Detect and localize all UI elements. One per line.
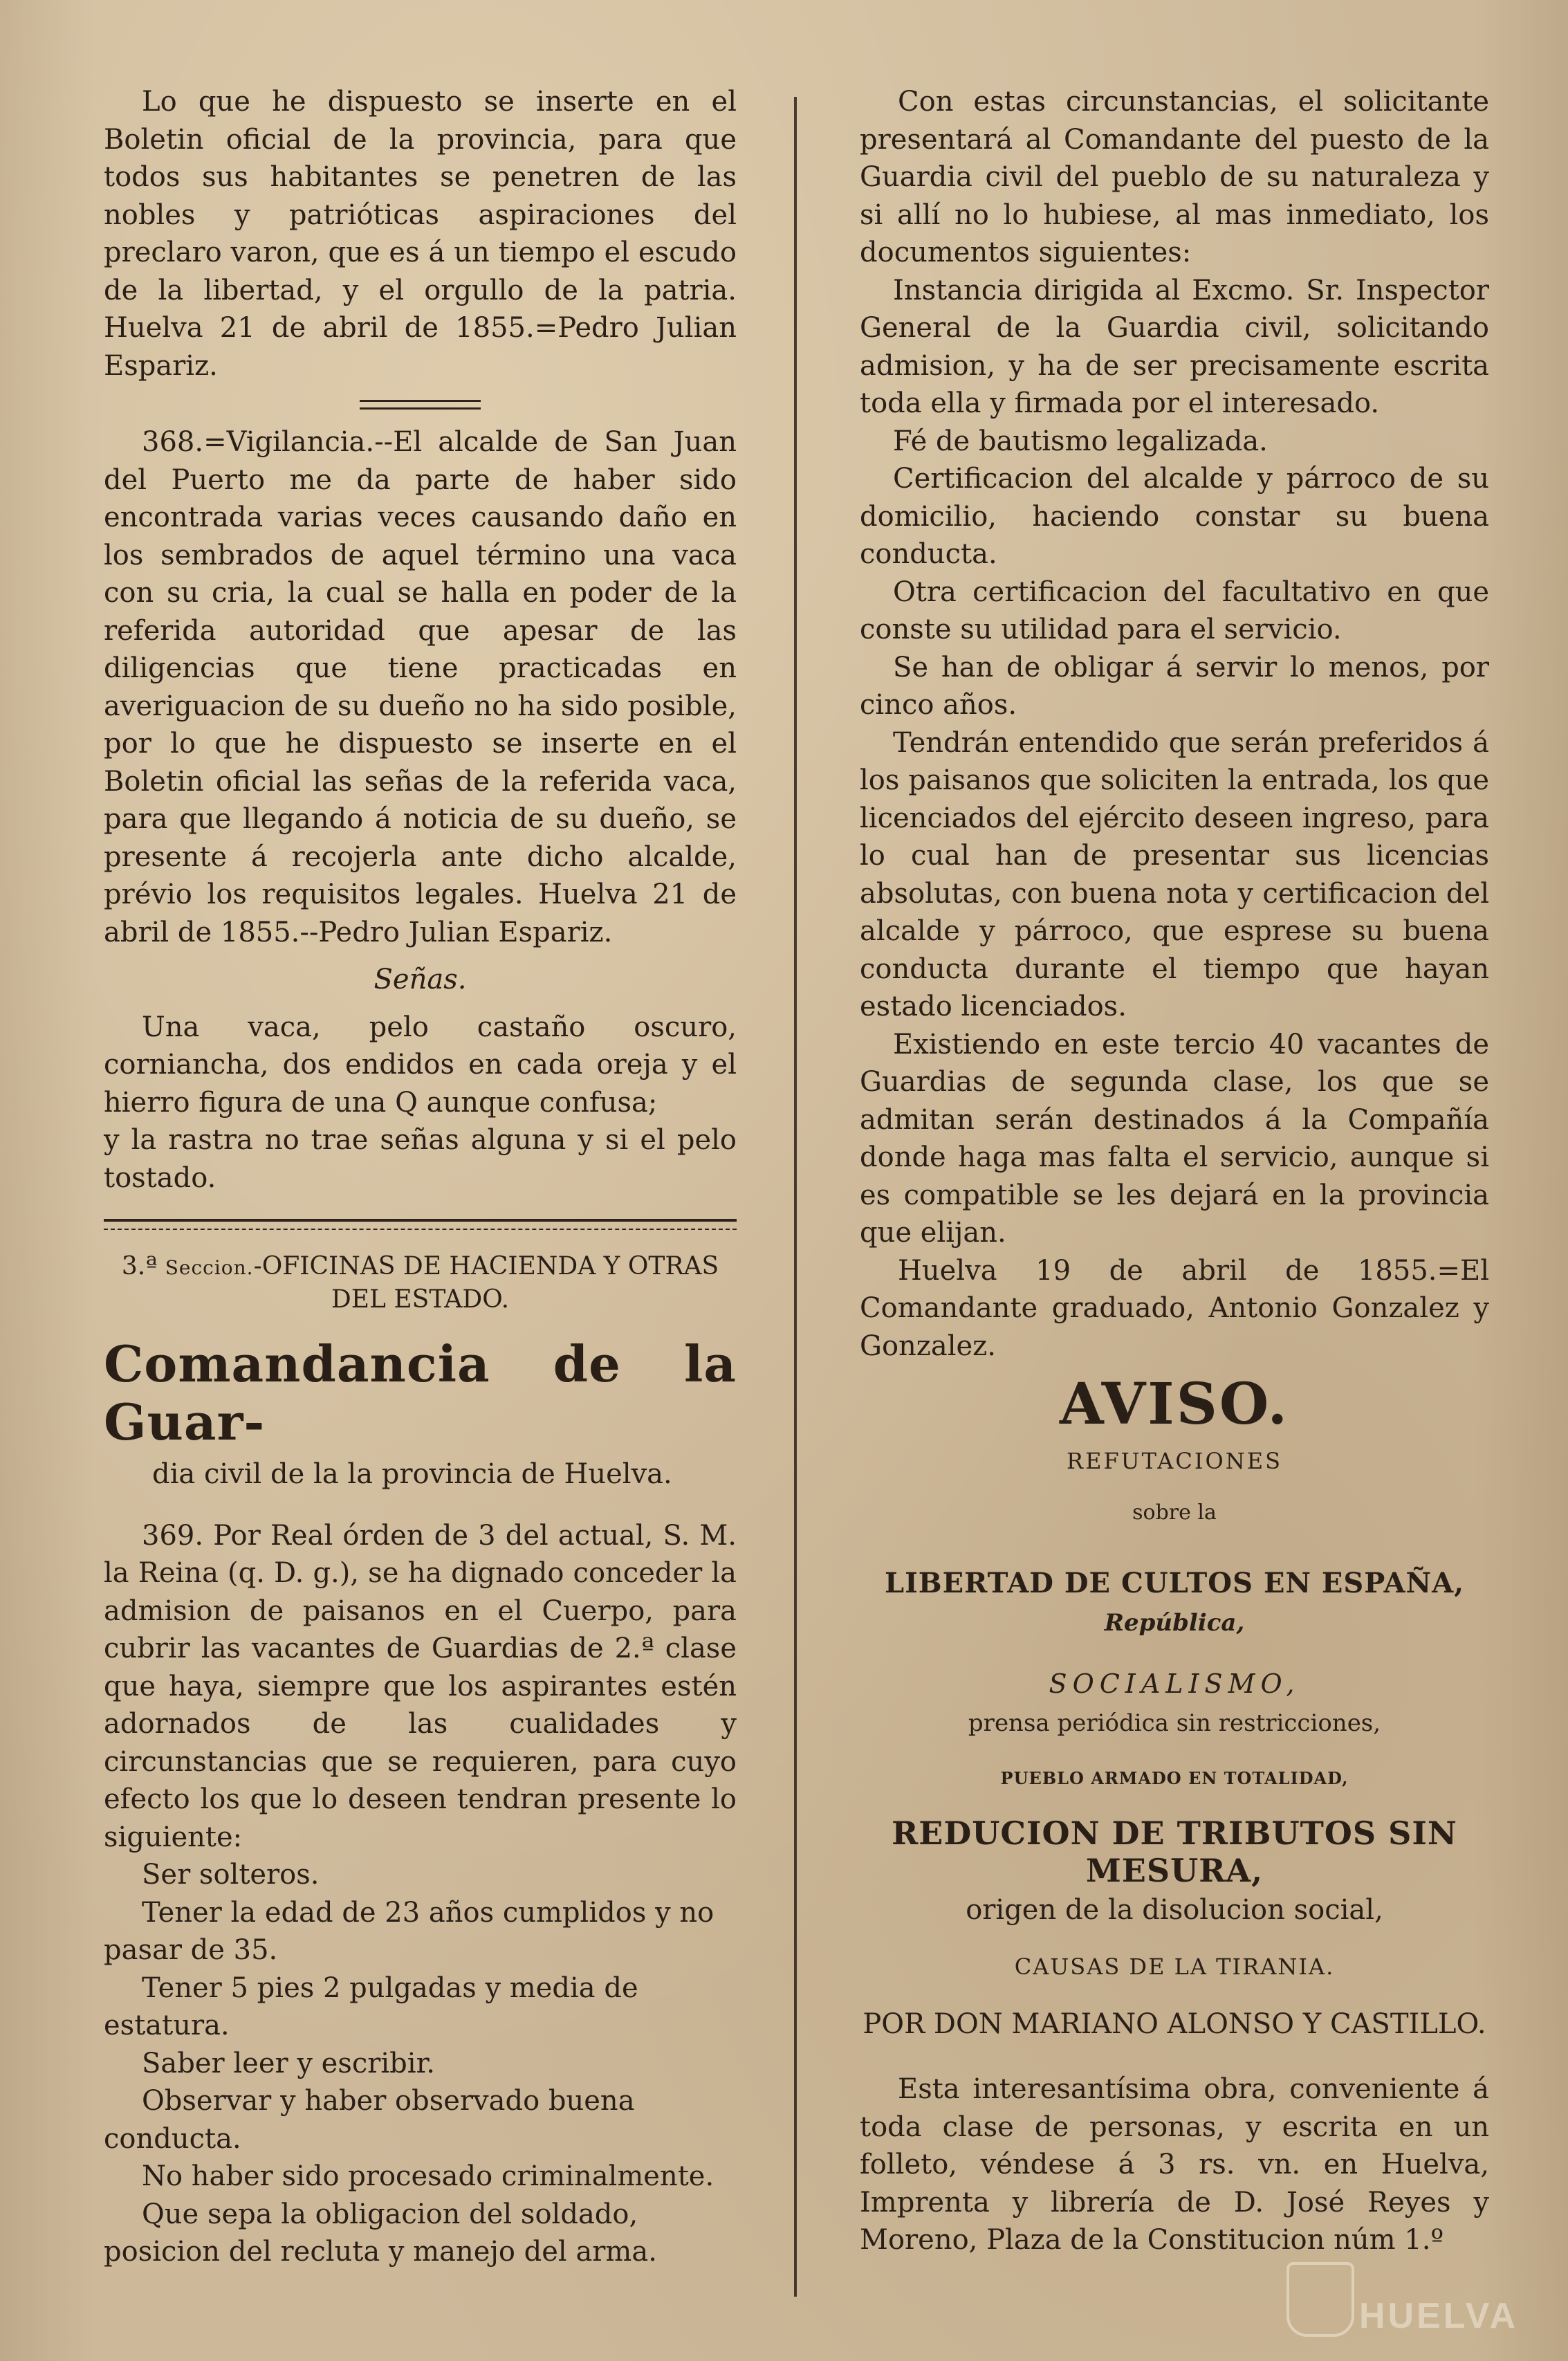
requisites-list [104,1856,737,2271]
column-rule [794,97,797,2297]
requisite-item: Saber leer y escribir. [142,2047,436,2079]
aviso-line: LIBERTAD DE CULTOS EN ESPAÑA, [884,1567,1465,1599]
requisite-item: Tener la edad de 23 años cumplidos y no pasar de 35. [104,1896,714,1966]
section-prefix: 3.ª [121,1252,158,1280]
notice-369: 369. Por Real órden de 3 del actual, S. M. la Reina (q. D. g.), se ha dignado conceder la admision de paisanos en el Cuerpo, para cubrir las vacantes de Guardias de 2.ª clase que haya, siempre que los aspirantes estén adornados de las cualidades y circunstancias que se requieren, para cuyo efecto los que lo deseen tendran presente lo siguiente: [104,1519,737,1853]
document-item: Certificacion del alcalde y párroco de su domicilio, haciendo constar su buena conducta. [860,463,1489,570]
article-title: Comandancia de la Guar- [104,1334,737,1451]
aviso-body: Esta interesantísima obra, conveniente á toda clase de personas, y escrita en un folleto, véndese á 3 rs. vn. en Huelva, Imprenta y librería de D. José Reyes y Moreno, Plaza de la Constitucion núm 1.º [860,2073,1489,2256]
aviso-line: REFUTACIONES [1067,1448,1282,1474]
section-label: Seccion. [165,1256,254,1279]
aviso-title: AVISO. [1059,1371,1290,1437]
aviso-line: SOCIALISMO, [1049,1669,1300,1699]
document-item: Se han de obligar á servir lo menos, por cinco años. [860,651,1489,721]
article-subtitle: dia civil de la la provincia de Huelva. [152,1458,672,1490]
watermark-text: HUELVA [1359,2296,1519,2336]
aviso-line: sobre la [1132,1500,1217,1525]
senas-description: Una vaca, pelo castaño oscuro, cornianchа, dos endidos en cada oreja y el hierro figura de una Q aunque confusa; [104,1011,737,1119]
senas-heading: Señas. [373,964,467,995]
section-heading [104,1251,737,1316]
aviso-line: PUEBLO ARMADO EN TOTALIDAD, [1000,1768,1349,1788]
signature-paragraph: Huelva 19 de abril de 1855.=El Comandante graduado, Antonio Gonzalez y Gonzalez. [860,1254,1489,1362]
aviso-line: CAUSAS DE LA TIRANIA. [1014,1954,1335,1980]
requisite-item: No haber sido procesado criminalmente. [142,2160,714,2192]
requisite-item: Que sepa la obligacion del soldado, posicion del recluta y manejo del arma. [104,2198,657,2268]
requisite-item: Ser solteros. [142,1859,320,1891]
document-item: Instancia dirigida al Excmo. Sr. Inspector General de la Guardia civil, solicitando admision, y ha de ser precisamente escrita toda ella y firmada por el interesado. [860,274,1489,419]
archive-shield-icon [1286,2262,1354,2337]
section-title: -OFICINAS DE HACIENDA Y OTRAS DEL ESTADO. [253,1252,719,1314]
document-item: Fé de bautismo legalizada. [893,425,1268,457]
senas-rastra: y la rastra no trae señas alguna y si el pelo tostado. [104,1124,737,1194]
archive-watermark [1286,2262,1519,2338]
left-column [104,83,737,2271]
requisite-item: Tener 5 pies 2 pulgadas y media de estatura. [104,1972,638,2041]
aviso-author: POR DON MARIANO ALONSO Y CASTILLO. [863,2008,1486,2040]
document-item: Existiendo en este tercio 40 vacantes de Guardias de segunda clase, los que se admitan serán destinados á la Compañía donde haga mas falta el servicio, aunque si es compatible se les dejará en la provincia que elijan. [860,1028,1489,1249]
document-item: Tendrán entendido que serán preferidos á los paisanos que soliciten la entrada, los que licenciados del ejército deseen ingreso, para lo cual han de presentar sus licencias absolutas, con buena nota y certificacion del alcalde y párroco, que esprese su buena conducta durante el tiempo que hayan estado licenciados. [860,726,1489,1022]
notice-368: 368.=Vigilancia.--El alcalde de San Juan del Puerto me da parte de haber sido encontrada varias veces causando daño en los sembrados de aquel término una vaca con su cria, la cual se halla en poder de la referida autoridad que apesar de las diligencias que tiene practicadas en averiguacion de su dueño no ha sido posible, por lo que he dispuesto se inserte en el Boletin oficial las señas de la referida vaca, para que llegando á noticia de su dueño, se presente á recojerla ante dicho alcalde, prévio los requisitos legales. Huelva 21 de abril de 1855.--Pedro Julian Espariz. [104,426,737,948]
documents-list [860,272,1489,1252]
closing-paragraph: Lo que he dispuesto se inserte en el Boletin oficial de la provincia, para que todos sus habitantes se penetren de las nobles y patrióticas aspiraciones del preclaro varon, que es á un tiempo el escudo de la libertad, y el orgullo de la patria. Huelva 21 de abril de 1855.=Pedro Julian Espariz. [104,86,737,382]
document-item: Otra certificacion del facultativo en que conste su utilidad para el servicio. [860,576,1489,645]
aviso-line: República, [1104,1608,1245,1637]
aviso-line: origen de la disolucion social, [966,1893,1383,1926]
separator-rule [360,400,481,410]
requisite-item: Observar y haber observado buena conducta. [104,2085,635,2155]
right-column [860,83,1489,2259]
aviso-line: REDUCION DE TRIBUTOS SIN MESURA, [892,1814,1457,1889]
section-divider [104,1219,737,1230]
aviso-line: prensa periódica sin restricciones, [968,1709,1381,1737]
circumstances-paragraph: Con estas circunstancias, el solicitante presentará al Comandante del puesto de la Guardia civil del pueblo de su naturaleza y si allí no lo hubiese, al mas inmediato, los documentos siguientes: [860,86,1489,268]
